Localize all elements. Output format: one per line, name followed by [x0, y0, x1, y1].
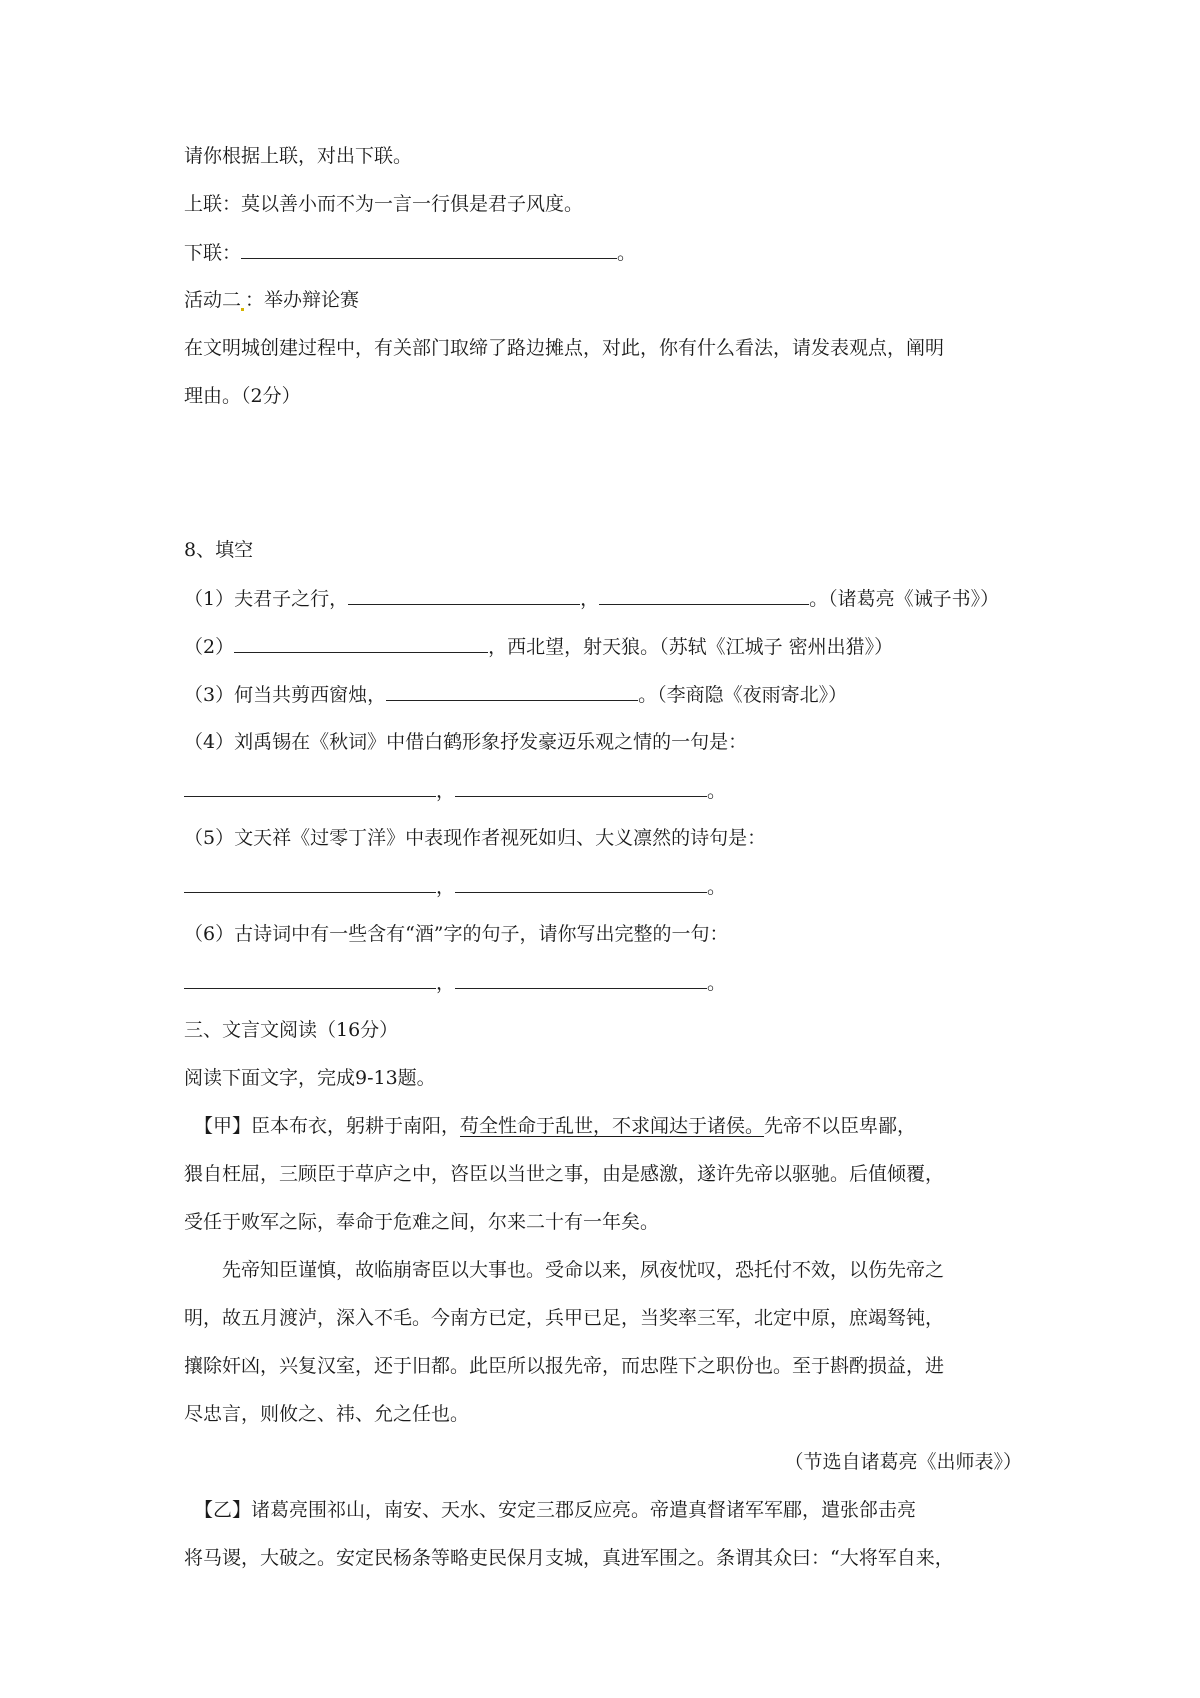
q8-item5-period: 。 — [707, 876, 727, 898]
section3-instruction: 阅读下面文字，完成9-13题。 — [184, 1067, 436, 1089]
lower-couplet-label: 下联： — [184, 242, 242, 264]
couplet-instruction: 请你根据上联，对出下联。 — [184, 145, 413, 167]
q8-item6-comma: ， — [436, 972, 456, 994]
q8-item1 — [184, 584, 999, 613]
q8-item3-blank[interactable] — [386, 680, 638, 701]
q8-item2-post: ，西北望，射天狼。（苏轼《江城子 密州出猎》） — [488, 636, 894, 658]
jia-p1-line3: 受任于败军之际，奉命于危难之间，尔来二十有一年矣。 — [184, 1211, 660, 1233]
q8-item5-prompt: （5）文天祥《过零丁洋》中表现作者视死如归、大义凛然的诗句是： — [184, 827, 767, 849]
q8-item6-blank1[interactable] — [184, 968, 436, 989]
upper-couplet-text: 莫以善小而不为一言一行俱是君子风度。 — [241, 193, 584, 215]
jia-p1-line1 — [194, 1112, 916, 1140]
jia-underlined-sentence: 苟全性命于乱世，不求闻达于诸侯。 — [460, 1115, 765, 1137]
activity2-title-a: 活动二 — [184, 289, 242, 311]
jia-p1-line2: 猥自枉屈，三顾臣于草庐之中，咨臣以当世之事，由是感激，遂许先帝以驱驰。后值倾覆， — [184, 1163, 945, 1185]
yi-line2: 将马谡，大破之。安定民杨条等略吏民保月支城，真进军围之。条谓其众曰：“大将军自来， — [184, 1547, 954, 1569]
q8-item3-post: 。（李商隐《夜雨寄北》） — [638, 684, 848, 706]
q8-item5-blank1[interactable] — [184, 872, 436, 893]
q8-item2 — [184, 632, 893, 661]
q8-item3-pre: （3）何当共剪西窗烛， — [184, 684, 387, 706]
lower-couplet — [184, 238, 636, 267]
q8-item4-blank1[interactable] — [184, 776, 436, 797]
q8-item6-blank2[interactable] — [455, 968, 707, 989]
q8-item5-answer — [184, 872, 726, 901]
activity2-prompt-line2: 理由。（2分） — [184, 385, 301, 407]
lower-couplet-end: 。 — [617, 242, 637, 264]
q8-item6-answer — [184, 968, 726, 997]
q8-item1-pre: （1）夫君子之行， — [184, 588, 349, 610]
jia-p2-line2: 明，故五月渡泸，深入不毛。今南方已定，兵甲已足，当奖率三军，北定中原，庶竭驽钝， — [184, 1307, 945, 1329]
q8-title: 8、填空 — [184, 539, 254, 561]
q8-item4-period: 。 — [707, 780, 727, 802]
q8-item4-prompt: （4）刘禹锡在《秋词》中借白鹤形象抒发豪迈乐观之情的一句是： — [184, 731, 748, 753]
q8-item1-blank1[interactable] — [348, 584, 580, 605]
activity2-title-b: ：举办辩论赛 — [245, 289, 360, 311]
activity2-title — [184, 286, 359, 314]
q8-item1-blank2[interactable] — [599, 584, 809, 605]
q8-item4-answer — [184, 776, 726, 805]
lower-couplet-blank[interactable] — [241, 238, 617, 259]
q8-item4-comma: ， — [436, 780, 456, 802]
q8-item6-period: 。 — [707, 972, 727, 994]
highlight-marker — [241, 308, 244, 311]
q8-item1-post: 。（诸葛亮《诫子书》） — [809, 588, 1000, 610]
q8-item5-comma: ， — [436, 876, 456, 898]
jia-source: （节选自诸葛亮《出师表》） — [784, 1451, 1022, 1473]
q8-item3 — [184, 680, 847, 709]
yi-line1: 【乙】诸葛亮围祁山，南安、天水、安定三郡反应亮。帝遣真督诸军军郿，遣张郃击亮 — [194, 1499, 917, 1521]
q8-item6-prompt: （6）古诗词中有一些含有“酒”字的句子，请你写出完整的一句： — [184, 923, 729, 945]
section3-title: 三、文言文阅读（16分） — [184, 1019, 399, 1041]
q8-item4-blank2[interactable] — [455, 776, 707, 797]
jia-p1-line1-a: 【甲】臣本布衣，躬耕于南阳， — [194, 1115, 461, 1137]
jia-p2-line1: 先帝知臣谨慎，故临崩寄臣以大事也。受命以来，夙夜忧叹，恐托付不效，以伤先帝之 — [222, 1259, 945, 1281]
jia-p1-line1-b: 先帝不以臣卑鄙， — [764, 1115, 917, 1137]
jia-p2-line3: 攘除奸凶，兴复汉室，还于旧都。此臣所以报先帝，而忠陛下之职份也。至于斟酌损益，进 — [184, 1355, 945, 1377]
upper-couplet — [184, 190, 583, 218]
q8-item2-pre: （2） — [184, 636, 235, 658]
q8-item5-blank2[interactable] — [455, 872, 707, 893]
q8-item2-blank[interactable] — [234, 632, 488, 653]
activity2-prompt-line1: 在文明城创建过程中，有关部门取缔了路边摊点，对此，你有什么看法，请发表观点，阐明 — [184, 337, 945, 359]
q8-item1-mid: ， — [580, 588, 600, 610]
upper-couplet-label: 上联： — [184, 193, 242, 215]
jia-p2-line4: 尽忠言，则攸之、祎、允之任也。 — [184, 1403, 470, 1425]
